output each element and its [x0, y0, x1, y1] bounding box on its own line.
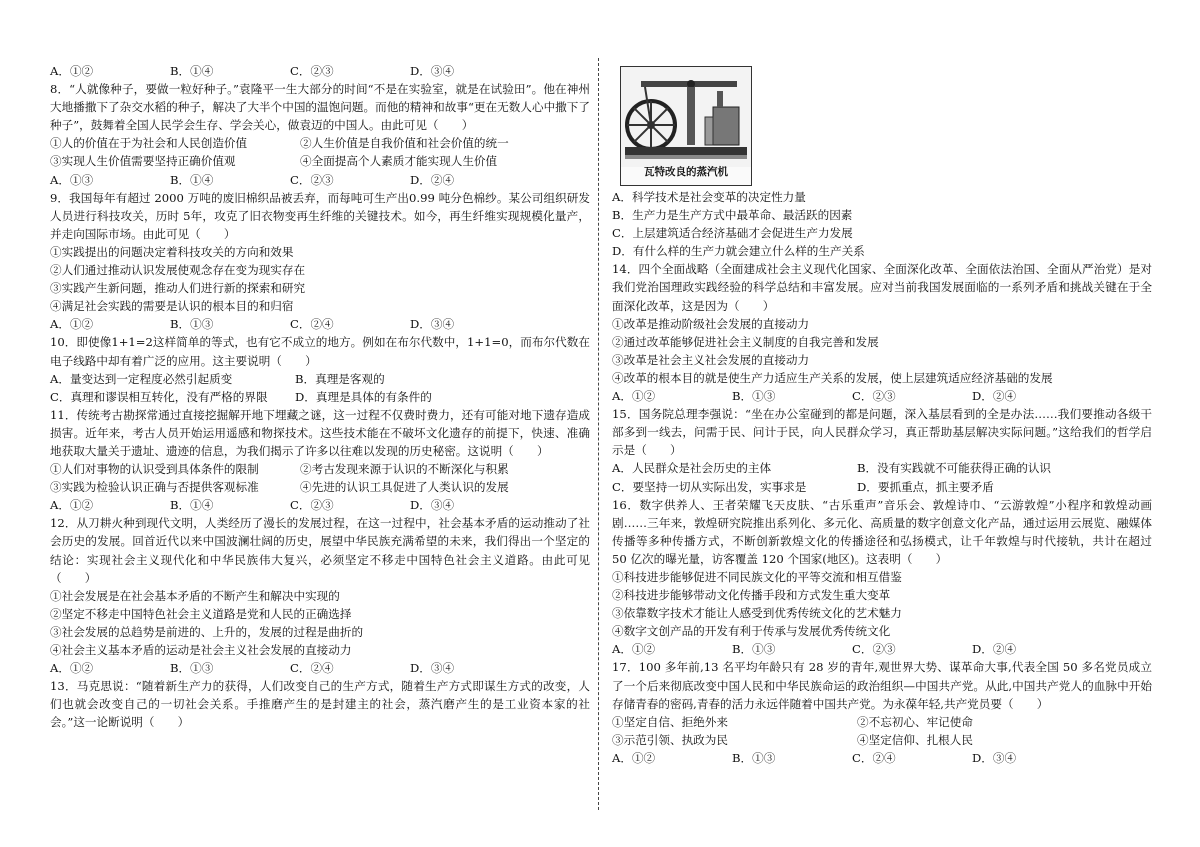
q11-options [50, 496, 590, 514]
q15-option-b: B．没有实践就不可能获得正确的认识 [857, 461, 1052, 476]
q8-statements-row2 [50, 152, 590, 170]
q11-option-c: C．②③ [290, 498, 334, 513]
figure-caption: 瓦特改良的蒸汽机 [644, 165, 728, 178]
q17-statement-3: ③示范引领、执政为民 [612, 732, 728, 747]
q14-stem: 14．四个全面战略（全面建成社会主义现代化国家、全面深化改革、全面依法治国、全面从严治党）是对我们党治国理政实践经验的科学总结和丰富发展。应对当前我国发展面临的一系列矛盾和挑战关键在于全面深化改革，这是因为（ ） [612, 262, 1152, 313]
q16-option-d: D．②④ [972, 642, 1017, 657]
q8-statement-3: ③实现人生价值需要坚持正确价值观 [50, 154, 236, 169]
q16-options [612, 640, 1152, 658]
q7-option-d: D．③④ [410, 64, 455, 78]
q17-options [612, 749, 1152, 767]
q16-option-b: B．①③ [732, 642, 776, 657]
q8-statement-2: ②人生价值是自我价值和社会价值的统一 [300, 136, 509, 151]
q7-option-c: C．②③ [290, 64, 334, 78]
q9-statement-1: ①实践提出的问题决定着科技攻关的方向和效果 [50, 244, 294, 259]
q11-statement-4: ④先进的认识工具促进了人类认识的发展 [300, 480, 509, 495]
q17-option-c: C．②④ [852, 750, 896, 765]
q11-stem: 11．传统考古勘探常通过直接挖掘解开地下埋藏之谜，这一过程不仅费时费力，还有可能对地下遗存造成损害。近年来，考古人员开始运用遥感和物探技术。这些技术能在不破坏文化遗存的前提下，快速、准确地获取大量关于遗址、遗迹的信息，为我们揭示了许多以往难以发现的历史秘密。这说明（ ） [50, 407, 590, 458]
q17-stem: 17．100 多年前,13 名平均年龄只有 28 岁的青年,观世界大势、谋革命大事,代表全国 50 多名党员成立了一个后来彻底改变中国人民和中华民族命运的政治组织—中国共产党。从此,中国共产党人的血脉中开始存储青春的密码,青春的活力永远伴随着中国共产党。为永葆年轻,共产党员要（ ） [612, 660, 1152, 711]
steam-engine-illustration [621, 67, 751, 167]
q10-option-d: D．真理是具体的有条件的 [295, 389, 432, 404]
q12-stem: 12．从刀耕火种到现代文明，人类经历了漫长的发展过程，在这一过程中，社会基本矛盾的运动推动了社会历史的发展。回首近代以来中国波澜壮阔的历史，展望中华民族充满希望的未来，我们得出一个坚定的结论：实现社会主义现代化和中华民族伟大复兴，必须坚定不移走中国特色社会主义道路。由此可见（ ） [50, 516, 590, 585]
q14-statement-2: ②通过改革能够促进社会主义制度的自我完善和发展 [612, 334, 879, 349]
q15-option-d: D．要抓重点，抓主要矛盾 [857, 479, 994, 494]
q9-option-a: A．①② [50, 317, 94, 332]
q14-options [612, 387, 1152, 405]
q11-statement-2: ②考古发现来源于认识的不断深化与积累 [300, 462, 509, 477]
q9-option-d: D．③④ [410, 317, 455, 332]
q10-option-c: C．真理和谬误相互转化，没有严格的界限 [50, 389, 268, 404]
q16-statement-2: ②科技进步能够带动文化传播手段和方式发生重大变革 [612, 588, 891, 603]
q11-option-a: A．①② [50, 498, 94, 513]
q8-option-b: B．①④ [170, 172, 214, 187]
q12-options [50, 659, 590, 677]
q14-statement-1: ①改革是推动阶级社会发展的直接动力 [612, 316, 810, 331]
q10-options-row1 [50, 370, 590, 388]
q10-stem: 10．即使像1+1=2这样简单的等式，也有它不成立的地方。例如在布尔代数中，1+1=0，而布尔代数在电子线路中却有着广泛的应用。这主要说明（ ） [50, 335, 590, 368]
q15-option-a: A．人民群众是社会历史的主体 [612, 461, 772, 476]
q9-option-c: C．②④ [290, 317, 334, 332]
q7-options [50, 62, 590, 80]
q11-statement-3: ③实践为检验认识正确与否提供客观标准 [50, 480, 259, 495]
q11-statements-row1 [50, 460, 590, 478]
q13-stem: 13．马克思说：“随着新生产力的获得，人们改变自己的生产方式，随着生产方式即谋生方式的改变，人们也就会改变自己的一切社会关系。手推磨产生的是封建主的社会，蒸汽磨产生的是工业资本家的社会。”这一论断说明（ ） [50, 679, 590, 730]
q12-option-b: B．①③ [170, 661, 214, 676]
q17-option-d: D．③④ [972, 750, 1017, 765]
q14-statement-4: ④改革的根本目的就是使生产力适应生产关系的发展，使上层建筑适应经济基础的发展 [612, 370, 1053, 385]
q17-statement-4: ④坚定信仰、扎根人民 [857, 732, 973, 747]
q16-statement-1: ①科技进步能够促进不同民族文化的平等交流和相互借鉴 [612, 569, 902, 584]
right-column [612, 62, 1152, 767]
q9-statement-2: ②人们通过推动认识发展使观念存在变为现实存在 [50, 263, 306, 278]
q8-option-c: C．②③ [290, 172, 334, 187]
q13-option-a: A．科学技术是社会变革的决定性力量 [612, 190, 806, 204]
q9-option-b: B．①③ [170, 317, 214, 332]
q8-option-a: A．①③ [50, 172, 94, 187]
q11-option-b: B．①④ [170, 498, 214, 513]
q11-option-d: D．③④ [410, 498, 455, 513]
q8-stem: 8．“人就像种子，要做一粒好种子。”袁隆平一生大部分的时间“不是在实验室，就是在试验田”。他在神州大地播撒下了杂交水稻的种子，解决了大半个中国的温饱问题。而他的精神和故事“更在无数人心中撒下了种子”，鼓舞着全国人民学会生存、学会关心，做袁迈的中国人。由此可见（ ） [50, 82, 590, 133]
q16-option-a: A．①② [612, 642, 656, 657]
left-column [50, 62, 590, 731]
q7-option-b: B．①④ [170, 64, 214, 78]
q9-statement-4: ④满足社会实践的需要是认识的根本目的和归宿 [50, 299, 294, 314]
q12-option-d: D．③④ [410, 661, 455, 676]
q16-statement-4: ④数字文创产品的开发有利于传承与发展优秀传统文化 [612, 624, 891, 639]
q10-option-a: A．量变达到一定程度必然引起质变 [50, 371, 233, 386]
q17-statements-row1 [612, 713, 1152, 731]
q11-statements-row2 [50, 478, 590, 496]
steam-engine-figure [620, 66, 752, 186]
q14-option-d: D．②④ [972, 389, 1017, 404]
q14-statement-3: ③改革是社会主义社会发展的直接动力 [612, 352, 810, 367]
q16-statement-3: ③依靠数字技术才能让人感受到优秀传统文化的艺术魅力 [612, 606, 902, 621]
q17-statement-1: ①坚定自信、拒绝外来 [612, 714, 728, 729]
q15-options-row2 [612, 478, 1152, 496]
q17-statement-2: ②不忘初心、牢记使命 [857, 714, 973, 729]
q8-option-d: D．②④ [410, 172, 455, 187]
q17-option-b: B．①③ [732, 750, 776, 765]
q12-statement-1: ①社会发展是在社会基本矛盾的不断产生和解决中实现的 [50, 588, 340, 603]
q12-statement-2: ②坚定不移走中国特色社会主义道路是党和人民的正确选择 [50, 606, 352, 621]
q9-stem: 9．我国每年有超过 2000 万吨的废旧棉织品被丢弃，而每吨可生产出0.99 吨分色棉纱。某公司组织研发人员进行科技攻关，历时 5年，攻克了旧衣物变再生纤维的关键技术。如今，再生纤维实现规模化量产，并走向国际市场。由此可见（ ） [50, 190, 590, 241]
q8-statements-row1 [50, 134, 590, 152]
q8-options [50, 171, 590, 189]
q14-option-b: B．①③ [732, 389, 776, 404]
q12-statement-3: ③社会发展的总趋势是前进的、上升的，发展的过程是曲折的 [50, 624, 364, 639]
q16-stem: 16．数字供养人、王者荣耀飞天皮肤、“古乐重声”音乐会、敦煌诗巾、“云游敦煌”小程序和敦煌动画剧……三年来，敦煌研究院推出系列化、多元化、高质量的数字创意文化产品，通过运用云展览、融媒体传播等多种传播方式，不断创新敦煌文化的传播途径和弘扬模式，让千年敦煌与时代接轨，共计在超过 50 亿次的曝光量，访客覆盖 120 个国家(地区)。这表明（ ） [612, 497, 1152, 566]
q9-options [50, 315, 590, 333]
q8-statement-4: ④全面提高个人素质才能实现人生价值 [300, 154, 498, 169]
q12-statement-4: ④社会主义基本矛盾的运动是社会主义社会发展的直接动力 [50, 643, 352, 657]
q9-statement-3: ③实践产生新问题，推动人们进行新的探索和研究 [50, 281, 306, 296]
q15-option-c: C．要坚持一切从实际出发，实事求是 [612, 479, 807, 494]
q17-option-a: A．①② [612, 750, 656, 765]
q13-option-b: B．生产力是生产方式中最革命、最活跃的因素 [612, 208, 853, 223]
q12-option-a: A．①② [50, 661, 94, 676]
q12-option-c: C．②④ [290, 661, 334, 676]
q17-statements-row2 [612, 731, 1152, 749]
q14-option-a: A．①② [612, 389, 656, 404]
q10-options-row2 [50, 388, 590, 406]
q13-option-c: C．上层建筑适合经济基础才会促进生产力发展 [612, 226, 853, 241]
column-divider [598, 58, 599, 810]
q15-options-row1 [612, 459, 1152, 477]
q16-option-c: C．②③ [852, 642, 896, 657]
q13-option-d: D．有什么样的生产力就会建立什么样的生产关系 [612, 244, 865, 259]
q7-option-a: A．①② [50, 64, 94, 78]
q15-stem: 15．国务院总理李强说：“坐在办公室碰到的都是问题，深入基层看到的全是办法……我们要推动各级干部多到一线去，问需于民、问计于民，向人民群众学习，真正帮助基层解决实际问题。”这给我们的哲学启示是（ ） [612, 407, 1152, 458]
q8-statement-1: ①人的价值在于为社会和人民创造价值 [50, 136, 248, 151]
q14-option-c: C．②③ [852, 389, 896, 404]
q10-option-b: B．真理是客观的 [295, 371, 385, 386]
q11-statement-1: ①人们对事物的认识受到具体条件的限制 [50, 462, 259, 477]
